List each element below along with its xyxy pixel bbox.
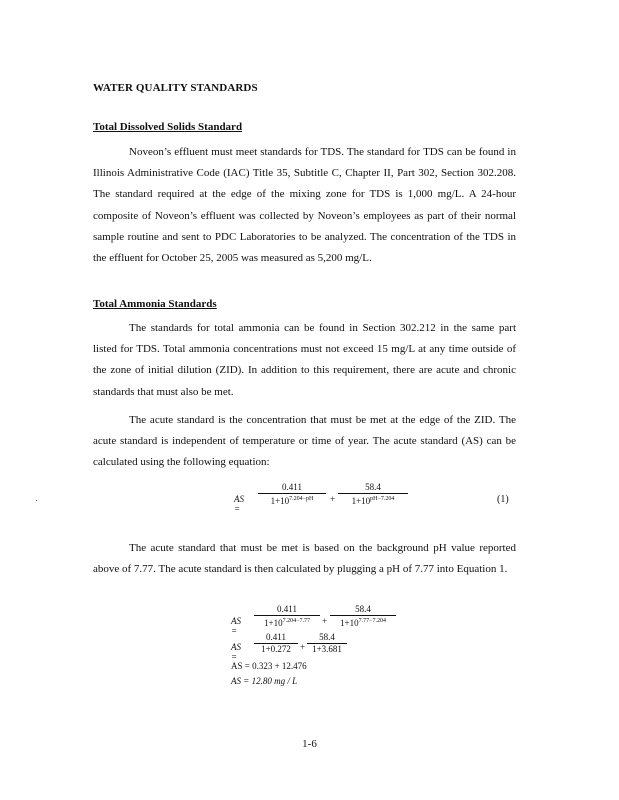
calc-denominator: 1+3.681 (312, 644, 342, 654)
paragraph-acute-standard: The acute standard is the concentration that must be met at the edge of the ZID. The acute standard is independent of temperature or time of year. The acute standard (AS) can be calculated using the following equation: (93, 414, 516, 469)
equation-denominator-2 (338, 494, 408, 507)
denominator-base: 1+10 (351, 496, 371, 506)
equation-fraction-1 (258, 482, 326, 507)
page-title: WATER QUALITY STANDARDS (93, 82, 258, 94)
denominator-base: 1+10 (270, 496, 290, 506)
denominator-exponent: 7.77−7.204 (358, 618, 386, 624)
calc-denominator: 1+0.272 (261, 644, 291, 654)
section-heading-ammonia: Total Ammonia Standards (93, 298, 217, 310)
calc-denominator (330, 616, 396, 629)
equation-numerator-1: 0.411 (258, 482, 326, 494)
equation-fraction-2 (338, 482, 408, 507)
equation-number: (1) (497, 494, 509, 505)
equation-plus: + (330, 494, 336, 504)
denominator-base: 1+10 (264, 618, 283, 628)
calc-numerator: 0.411 (254, 604, 320, 616)
calc-line-4: AS = 12.80 mg / L (231, 676, 298, 686)
equation-denominator-1 (258, 494, 326, 507)
calc-numerator: 58.4 (330, 604, 396, 616)
paragraph-calculation: The acute standard that must be met is based on the background pH value reported above of 7.77. The acute standard is then calculated by plugging a pH of 7.77 into Equation 1. (93, 542, 516, 576)
page-number: 1-6 (302, 738, 317, 750)
calc-fraction-2 (307, 632, 347, 655)
denominator-exponent: pH−7.204 (370, 496, 395, 502)
calc-plus: + (300, 642, 306, 652)
equation-numerator-2: 58.4 (338, 482, 408, 494)
calc-lhs: AS = (231, 642, 241, 662)
scan-speck (36, 500, 37, 501)
calc-fraction-1 (254, 632, 298, 655)
section-heading-tds: Total Dissolved Solids Standard (93, 121, 243, 133)
calc-plus: + (322, 616, 328, 626)
calc-lhs: AS = (231, 616, 241, 636)
calc-line-3: AS = 0.323 + 12.476 (231, 661, 307, 671)
denominator-exponent: 7.204−pH (289, 496, 314, 502)
denominator-exponent: 7.204−7.77 (282, 618, 310, 624)
calc-numerator: 0.411 (254, 632, 298, 644)
calc-fraction-2 (330, 604, 396, 629)
paragraph-ammonia-intro: The standards for total ammonia can be found in Section 302.212 in the same part listed for TDS. Total ammonia concentrations must not exceed 15 mg/L at any time outside of the zone of initial dilution (ZID). In addition to this requirement, there are acute and chronic standards that must also be met. (93, 322, 516, 398)
equation-lhs: AS = (234, 494, 244, 514)
calc-denominator (254, 616, 320, 629)
denominator-base: 1+10 (340, 618, 359, 628)
calc-fraction-1 (254, 604, 320, 629)
paragraph-tds: Noveon’s effluent must meet standards for TDS. The standard for TDS can be found in Illinois Administrative Code (IAC) Title 35, Subtitle C, Chapter II, Part 302, Section 302.208. The standard required at the edge of the mixing zone for TDS is 1,000 mg/L. A 24-hour composite of Noveon’s effluent was collected by Noveon’s employees as part of their normal sample routine and sent to PDC Laboratories to be analyzed. The concentration of the TDS in the effluent for October 25, 2005 was measured as 5,200 mg/L. (93, 146, 516, 265)
calc-numerator: 58.4 (307, 632, 347, 644)
